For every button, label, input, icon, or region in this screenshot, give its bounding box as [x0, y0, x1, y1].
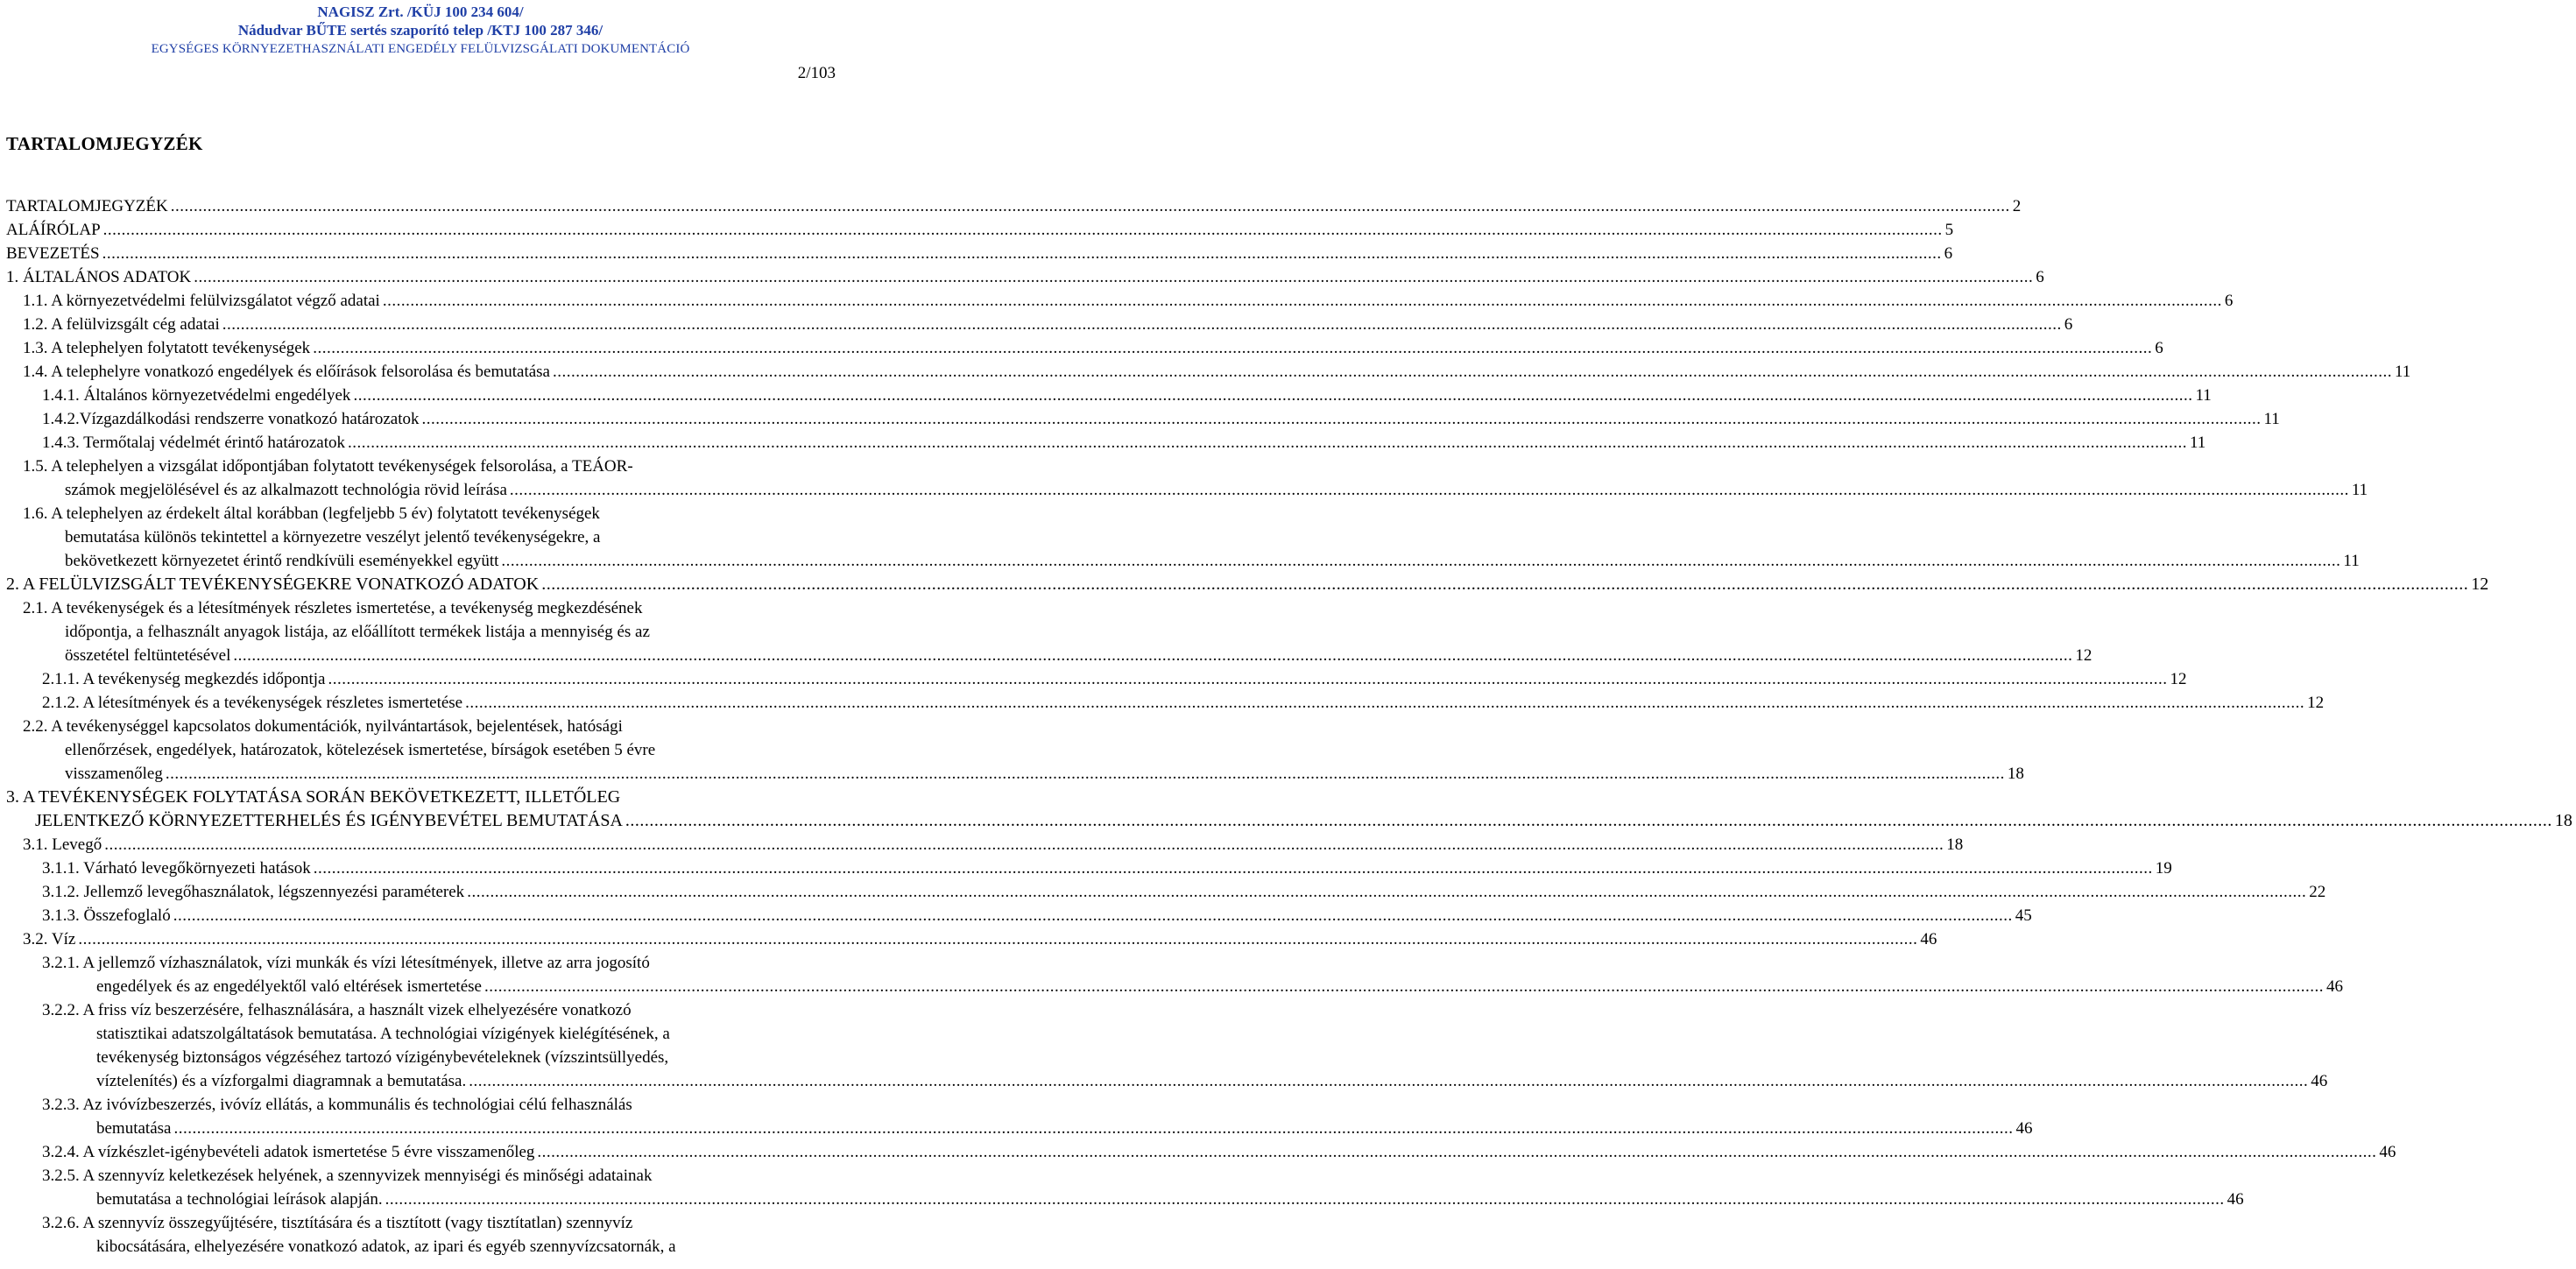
page-number: 2/103	[797, 64, 836, 82]
toc-entry-page: 22	[2309, 883, 2326, 901]
toc-entry-text: számok megjelölésével és az alkalmazott technológia rövid leírása	[65, 481, 507, 499]
toc-entry-text: ellenőrzések, engedélyek, határozatok, kötelezések ismertetése, bírságok esetében 5 évre	[65, 741, 656, 759]
toc-entry-page: 6	[2064, 315, 2073, 334]
dot-leader: ................................................................................................................................................................................................................................................................................................................................................................................................................	[348, 434, 2187, 452]
toc-entry-text: JELENTKEZŐ KÖRNYEZETTERHELÉS ÉS IGÉNYBEVÉTEL BEMUTATÁSA	[35, 811, 623, 830]
toc-entry[interactable]	[0, 313, 2073, 336]
toc-entry-text: 1.4.1. Általános környezetvédelmi engedélyek	[42, 386, 351, 405]
toc-entry-text: 3.2.1. A jellemző vízhasználatok, vízi munkák és vízi létesítmények, illetve az arra jogosító	[42, 954, 650, 972]
toc-entry-text: 1. ÁLTALÁNOS ADATOK	[6, 268, 192, 286]
toc-entry-page: 46	[2311, 1072, 2328, 1090]
toc-entry-page: 46	[2379, 1143, 2396, 1161]
header-site: Nádudvar BŰTE sertés szaporító telep /KTJ 100 287 346/	[237, 22, 603, 39]
toc-entry-text: víztelenítés) és a vízforgalmi diagramnak a bemutatása.	[96, 1072, 467, 1090]
toc-entry-text: bekövetkezett környezetet érintő rendkívüli eseményekkel együtt	[65, 552, 499, 570]
toc-entry-text: bemutatása különös tekintettel a környezetre veszélyt jelentő tevékenységekre, a	[65, 528, 601, 546]
toc-entry-text: 2.2. A tevékenységgel kapcsolatos dokumentációk, nyilvántartások, bejelentések, hatósági	[23, 717, 623, 736]
toc-entry-page: 46	[2015, 1119, 2033, 1138]
toc-entry[interactable]	[0, 1093, 2033, 1140]
toc-entry[interactable]	[0, 265, 2044, 289]
dot-leader: ................................................................................................................................................................................................................................................................................................................................................................................................................	[385, 1190, 2225, 1209]
toc-entry-page: 11	[2263, 410, 2280, 428]
toc-entry[interactable]	[0, 833, 1964, 857]
toc-entry-text: 2. A FELÜLVIZSGÁLT TEVÉKENYSÉGEKRE VONATKOZÓ ADATOK	[6, 575, 540, 594]
toc-entry[interactable]	[0, 951, 2343, 998]
toc-entry-page: 18	[1946, 835, 1964, 854]
toc-entry-text: 1.4.3. Termőtalaj védelmét érintő határozatok	[42, 434, 345, 452]
toc-entry-text: engedélyek és az engedélyektől való eltérések ismertetése	[96, 977, 482, 996]
dot-leader: ................................................................................................................................................................................................................................................................................................................................................................................................................	[313, 339, 2153, 357]
toc-entry[interactable]	[0, 857, 2172, 880]
toc-entry-text: statisztikai adatszolgáltatások bemutatása. A technológiai vízigények kielégítésének, a	[96, 1025, 670, 1043]
toc-entry[interactable]	[0, 573, 2489, 596]
dot-leader: ................................................................................................................................................................................................................................................................................................................................................................................................................	[102, 244, 1942, 263]
toc-entry-text: kibocsátására, elhelyezésére vonatkozó adatok, az ipari és egyéb szennyvízcsatornák, a	[96, 1237, 676, 1256]
toc-entry-text: 3.1.2. Jellemző levegőhasználatok, légszennyezési paraméterek	[42, 883, 465, 901]
dot-leader: ................................................................................................................................................................................................................................................................................................................................................................................................................	[465, 694, 2305, 712]
dot-leader: ................................................................................................................................................................................................................................................................................................................................................................................................................	[382, 292, 2222, 310]
toc-entry[interactable]	[0, 360, 2411, 384]
toc-entry-text: 3.2.6. A szennyvíz összegyűjtésére, tisztítására és a tisztított (vagy tisztítatlan) szennyvíz	[42, 1214, 633, 1232]
dot-leader: ................................................................................................................................................................................................................................................................................................................................................................................................................	[483, 977, 2324, 996]
toc-entry-text: 1.5. A telephelyen a vizsgálat időpontjában folytatott tevékenységek felsorolása, a TEÁOR-	[23, 457, 633, 476]
toc-entry-page: 2	[2012, 197, 2022, 215]
toc-entry-page: 46	[2227, 1190, 2244, 1209]
dot-leader: ................................................................................................................................................................................................................................................................................................................................................................................................................	[102, 221, 1943, 239]
toc-entry-text: 3.2.3. Az ivóvízbeszerzés, ivóvíz ellátás, a kommunális és technológiai célú felhasználás	[42, 1096, 632, 1114]
page-title: TARTALOMJEGYZÉK	[6, 133, 203, 154]
toc-entry-page: 19	[2155, 859, 2172, 878]
dot-leader: ................................................................................................................................................................................................................................................................................................................................................................................................................	[313, 859, 2153, 878]
dot-leader: ................................................................................................................................................................................................................................................................................................................................................................................................................	[501, 552, 2341, 570]
toc-entry-page: 12	[2170, 670, 2187, 688]
toc-entry[interactable]	[0, 455, 2368, 502]
toc-entry-page: 18	[2554, 811, 2572, 830]
toc-entry[interactable]	[0, 667, 2187, 691]
toc-entry-page: 18	[2007, 765, 2024, 783]
toc-entry-page: 11	[2190, 434, 2206, 452]
toc-entry[interactable]	[0, 1164, 2244, 1211]
toc-entry-text: 2.1.2. A létesítmények és a tevékenységek részletes ismertetése	[42, 694, 463, 712]
dot-leader: ................................................................................................................................................................................................................................................................................................................................................................................................................	[173, 1119, 2014, 1138]
toc-entry-text: 1.3. A telephelyen folytatott tevékenységek	[23, 339, 311, 357]
dot-leader: ................................................................................................................................................................................................................................................................................................................................................................................................................	[469, 1072, 2309, 1090]
dot-leader: ................................................................................................................................................................................................................................................................................................................................................................................................................	[353, 386, 2193, 405]
toc-entry[interactable]	[0, 336, 2163, 360]
toc-entry-page: 12	[2471, 575, 2489, 594]
dot-leader: ................................................................................................................................................................................................................................................................................................................................................................................................................	[78, 930, 1918, 948]
dot-leader: ................................................................................................................................................................................................................................................................................................................................................................................................................	[625, 811, 2552, 830]
toc-entry[interactable]	[0, 998, 2328, 1093]
header-document-type: EGYSÉGES KÖRNYEZETHASZNÁLATI ENGEDÉLY FELÜLVIZSGÁLATI DOKUMENTÁCIÓ	[151, 42, 690, 56]
toc-entry-text: tevékenység biztonságos végzéséhez tartozó vízigénybevételeknek (vízszintsüllyedés,	[96, 1048, 669, 1067]
toc-entry-text: TARTALOMJEGYZÉK	[6, 197, 168, 215]
toc-entry-text: 3.2.2. A friss víz beszerzésére, felhasználására, a használt vizek elhelyezésére vonatkozó	[42, 1001, 632, 1019]
toc-entry-text: 3.1. Levegő	[23, 835, 102, 854]
toc-entry-page: 12	[2075, 646, 2093, 665]
toc-entry[interactable]	[0, 786, 2572, 833]
toc-entry-text: bemutatása	[96, 1119, 172, 1138]
toc-entry-page: 45	[2015, 906, 2032, 925]
toc-entry[interactable]	[0, 715, 2024, 786]
toc-entry-page: 46	[2325, 977, 2343, 996]
toc-entry[interactable]	[0, 596, 2093, 667]
toc-entry-page: 5	[1944, 221, 1954, 239]
toc-entry[interactable]	[0, 691, 2325, 715]
toc-entry[interactable]	[0, 431, 2206, 455]
dot-leader: ................................................................................................................................................................................................................................................................................................................................................................................................................	[233, 646, 2073, 665]
toc-entry-text: BEVEZETÉS	[6, 244, 100, 263]
toc-entry[interactable]	[0, 927, 1937, 951]
toc-entry-text: 3.1.3. Összefoglaló	[42, 906, 171, 925]
toc-entry-page: 6	[2155, 339, 2163, 357]
dot-leader: ................................................................................................................................................................................................................................................................................................................................................................................................................	[104, 835, 1944, 854]
toc-entry-text: 1.6. A telephelyen az érdekelt által korábban (legfeljebb 5 év) folytatott tevékenységek	[23, 504, 600, 523]
toc-entry[interactable]	[0, 384, 2212, 407]
toc-entry[interactable]	[0, 1211, 841, 1258]
dot-leader: ................................................................................................................................................................................................................................................................................................................................................................................................................	[467, 883, 2307, 901]
toc-entry-text: visszamenőleg	[65, 765, 163, 783]
toc-entry[interactable]	[0, 242, 1953, 265]
toc-entry[interactable]	[0, 880, 2326, 904]
toc-entry-text: 3.2.5. A szennyvíz keletkezések helyének, a szennyvizek mennyiségi és minőségi adatainak	[42, 1167, 653, 1185]
toc-entry[interactable]	[0, 904, 2032, 927]
dot-leader: ................................................................................................................................................................................................................................................................................................................................................................................................................	[541, 575, 2469, 594]
toc-entry-text: 1.4. A telephelyre vonatkozó engedélyek és előírások felsorolása és bemutatása	[23, 363, 550, 381]
toc-entry-page: 6	[1944, 244, 1953, 263]
dot-leader: ................................................................................................................................................................................................................................................................................................................................................................................................................	[537, 1143, 2377, 1161]
dot-leader: ................................................................................................................................................................................................................................................................................................................................................................................................................	[194, 268, 2034, 286]
toc-entry-page: 11	[2395, 363, 2411, 381]
header-company: NAGISZ Zrt. /KÜJ 100 234 604/	[317, 4, 524, 20]
toc-entry-text: 2.1.1. A tevékenység megkezdés időpontja	[42, 670, 326, 688]
toc-entry-page: 11	[2351, 481, 2368, 499]
toc-entry-text: 1.1. A környezetvédelmi felülvizsgálatot végző adatai	[23, 292, 380, 310]
toc-entry[interactable]	[0, 502, 2360, 573]
table-of-contents	[0, 194, 2572, 1258]
dot-leader: ................................................................................................................................................................................................................................................................................................................................................................................................................	[173, 906, 2013, 925]
toc-entry-text: bemutatása a technológiai leírások alapján.	[96, 1190, 383, 1209]
toc-entry-text: 1.4.2.Vízgazdálkodási rendszerre vonatkozó határozatok	[42, 410, 420, 428]
toc-entry-page: 46	[1920, 930, 1937, 948]
toc-entry-text: ALÁÍRÓLAP	[6, 221, 101, 239]
toc-entry-text: időpontja, a felhasznált anyagok listája, az előállított termékek listája a mennyiség és az	[65, 623, 650, 641]
toc-entry[interactable]	[0, 289, 2234, 313]
toc-entry-page: 6	[2036, 268, 2044, 286]
toc-entry-text: 3.1.1. Várható levegőkörnyezeti hatások	[42, 859, 311, 878]
toc-entry[interactable]	[0, 407, 2280, 431]
toc-entry-page: 11	[2343, 552, 2360, 570]
dot-leader: ................................................................................................................................................................................................................................................................................................................................................................................................................	[170, 197, 2010, 215]
toc-entry-page: 12	[2307, 694, 2325, 712]
toc-entry-text: 3.2.4. A vízkészlet-igénybevételi adatok ismertetése 5 évre visszamenőleg	[42, 1143, 535, 1161]
dot-leader: ................................................................................................................................................................................................................................................................................................................................................................................................................	[421, 410, 2262, 428]
toc-entry-text: 1.2. A felülvizsgált cég adatai	[23, 315, 220, 334]
toc-entry-text: 3. A TEVÉKENYSÉGEK FOLYTATÁSA SORÁN BEKÖVETKEZETT, ILLETŐLEG	[6, 787, 621, 807]
toc-entry[interactable]	[0, 1140, 2396, 1164]
toc-entry-page: 6	[2224, 292, 2234, 310]
dot-leader: ................................................................................................................................................................................................................................................................................................................................................................................................................	[328, 670, 2168, 688]
dot-leader: ................................................................................................................................................................................................................................................................................................................................................................................................................	[165, 765, 2005, 783]
toc-entry-text: 3.2. Víz	[23, 930, 76, 948]
toc-entry[interactable]	[0, 218, 1954, 242]
dot-leader: ................................................................................................................................................................................................................................................................................................................................................................................................................	[509, 481, 2349, 499]
dot-leader: ................................................................................................................................................................................................................................................................................................................................................................................................................	[553, 363, 2392, 381]
toc-entry-page: 11	[2195, 386, 2212, 405]
dot-leader: ................................................................................................................................................................................................................................................................................................................................................................................................................	[222, 315, 2062, 334]
toc-entry-text: összetétel feltüntetésével	[65, 646, 231, 665]
toc-entry-text: 2.1. A tevékenységek és a létesítmények részletes ismertetése, a tevékenység megkezdésének	[23, 599, 643, 617]
toc-entry[interactable]	[0, 194, 2022, 218]
